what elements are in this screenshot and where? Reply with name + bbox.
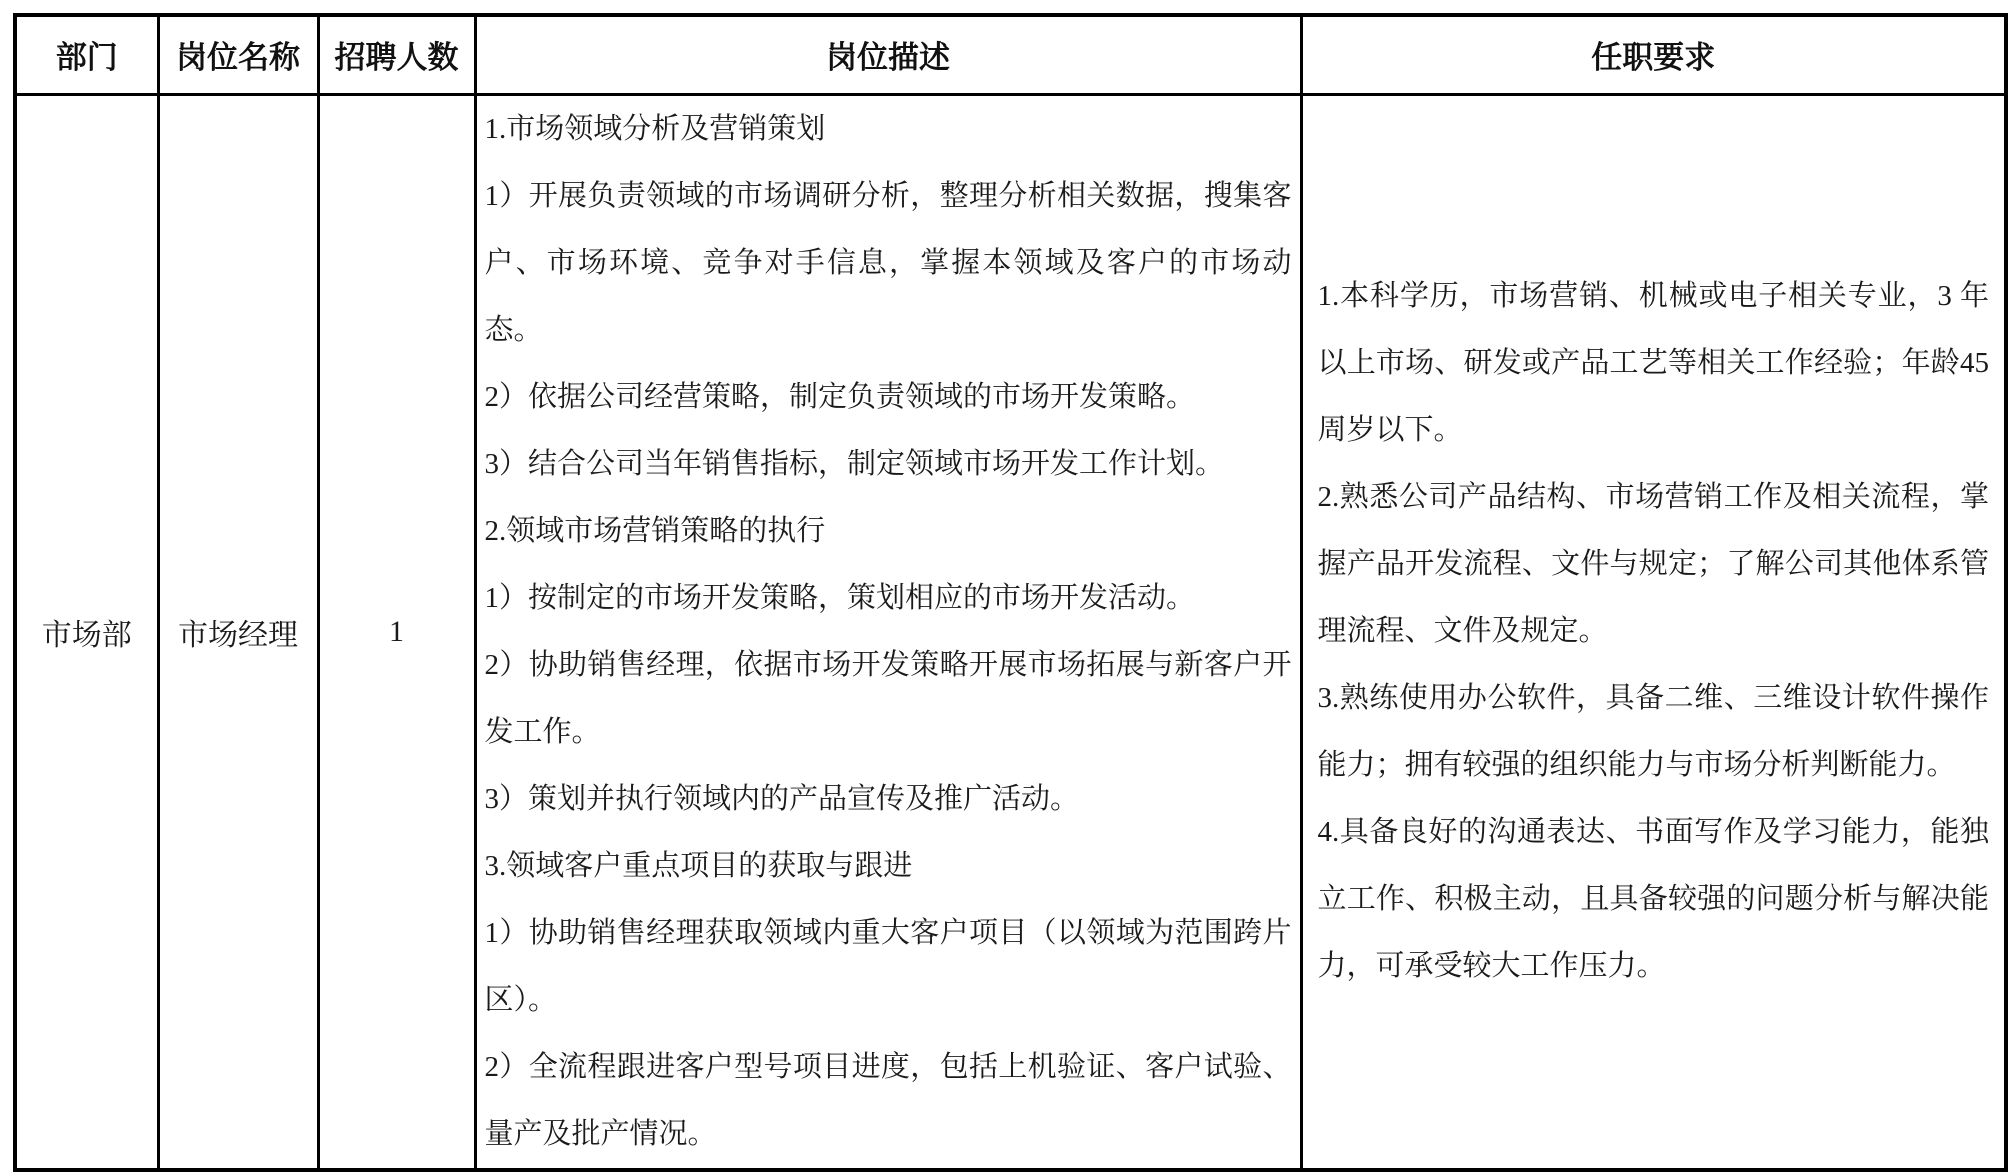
description-item: 2）全流程跟进客户型号项目进度，包括上机验证、客户试验、量产及批产情况。 (484, 1050, 1292, 1150)
requirement-item: 2.熟悉公司产品结构、市场营销工作及相关流程，掌握产品开发流程、文件与规定；了解公司其他体系管理流程、文件及规定。 (1317, 481, 1989, 647)
header-cell-headcount: 招聘人数 (318, 15, 475, 94)
description-item: 3.领域客户重点项目的获取与跟进 (484, 849, 913, 882)
position-cell: 市场经理 (158, 94, 318, 1170)
job-table (13, 13, 2008, 1172)
description-item: 1）开展负责领域的市场调研分析，整理分析相关数据，搜集客户、市场环境、竞争对手信息，掌握本领域及客户的市场动态。 (484, 179, 1292, 346)
header-cell-requirements: 任职要求 (1301, 15, 2006, 94)
requirement-item: 4.具备良好的沟通表达、书面写作及学习能力，能独立工作、积极主动，且具备较强的问题分析与解决能力，可承受较大工作压力。 (1317, 816, 1989, 982)
requirements-cell (1301, 94, 2006, 1170)
header-cell-description: 岗位描述 (475, 15, 1301, 94)
requirement-item: 1.本科学历，市场营销、机械或电子相关专业，3 年以上市场、研发或产品工艺等相关工作经验；年龄45周岁以下。 (1317, 280, 1989, 446)
header-cell-position: 岗位名称 (158, 15, 318, 94)
table-header-row (15, 15, 2006, 94)
header-cell-department: 部门 (15, 15, 158, 94)
table-row (15, 94, 2006, 1170)
description-item: 2.领域市场营销策略的执行 (484, 514, 826, 547)
department-cell: 市场部 (15, 94, 158, 1170)
description-cell (475, 94, 1301, 1170)
description-item: 1）按制定的市场开发策略，策划相应的市场开发活动。 (484, 581, 1196, 614)
description-item: 3）策划并执行领域内的产品宣传及推广活动。 (484, 782, 1080, 815)
description-item: 2）依据公司经营策略，制定负责领域的市场开发策略。 (484, 380, 1196, 413)
headcount-cell: 1 (318, 94, 475, 1170)
description-item: 3）结合公司当年销售指标，制定领域市场开发工作计划。 (484, 447, 1225, 480)
description-item: 1.市场领域分析及营销策划 (484, 112, 826, 145)
description-item: 1）协助销售经理获取领域内重大客户项目（以领域为范围跨片区）。 (484, 916, 1292, 1016)
description-item: 2）协助销售经理，依据市场开发策略开展市场拓展与新客户开发工作。 (484, 648, 1292, 748)
requirement-item: 3.熟练使用办公软件，具备二维、三维设计软件操作能力；拥有较强的组织能力与市场分析判断能力。 (1317, 682, 1989, 781)
